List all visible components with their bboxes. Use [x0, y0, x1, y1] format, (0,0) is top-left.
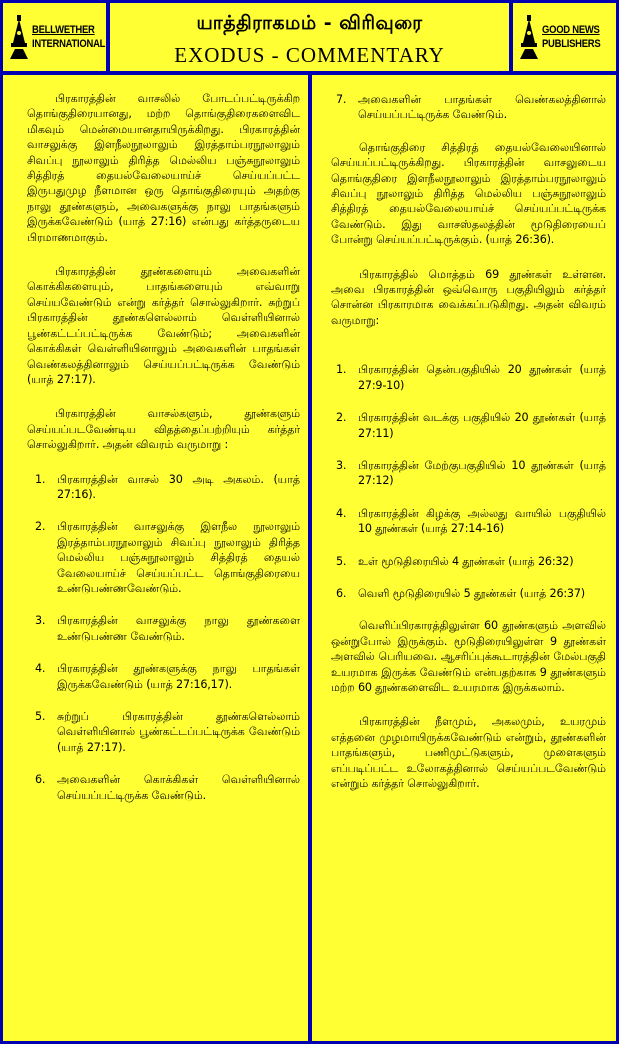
list-item-number: 7. [336, 93, 347, 106]
right-paragraph-2: பிரகாரத்தில் மொத்தம் 69 தூண்கள் உள்ளன. அவை பிரகாரத்தின் ஒவ்வொரு பகுதியிலும் கர்த்தர் சொன்ன பிரகாரமாக வைக்கப்படுகிறது. அதன் விவரம் வருமாறு: [331, 267, 606, 327]
list-item [336, 362, 606, 393]
list-item [336, 586, 606, 601]
list-item-number: 4. [35, 662, 46, 676]
list-item [336, 506, 606, 537]
list-item-number: 5. [35, 710, 46, 723]
bellwether-logo [3, 3, 106, 71]
list-item-text: பிரகாரத்தின் வாசலுக்கு நாலு தூண்களை உண்டுபண்ண வேண்டும். [57, 614, 300, 643]
left-paragraph-1: பிரகாரத்தின் வாசலில் போடப்பட்டிருக்கிற தொங்குதிரையானது, மற்ற தொங்குதிரைகளைவிட மிகவும் மென்மையானதாயிருக்கிறது. பிரகாரத்தின் வாசலுக்கு இளநீலநூலாலும் இரத்தாம்பரநூலாலும் சிவப்பு நூலாலும் திரித்த மெல்லிய பஞ்சுநூலாலும் சித்திரத் தையல்வேலையாய்ச் செய்யப்பட்ட இருபதுமுழ நீளமான ஒரு தொங்குதிரையும் அதற்கு நாலு தூண்களும், அவைகளுக்கு நாலு பாதங்களும் இருக்கவேண்டும் (யாத் 27:16) என்பது கர்த்தருடைய பிரமாணமாகும். [27, 92, 300, 244]
list-item [336, 92, 606, 123]
logo-right-line1: GOOD NEWS [542, 24, 600, 36]
list-item [336, 554, 606, 569]
right-numbered-list [331, 362, 606, 601]
list-item-number: 2. [336, 411, 347, 425]
left-paragraph-2: பிரகாரத்தின் தூண்களையும் அவைகளின் கொக்கிகளையும், பாதங்களையும் எவ்வாறு செய்யவேண்டும் என்று கர்த்தர் சொல்லுகிறார். சுற்றுப் பிரகாரத்தின் தூண்களெல்லாம் வெள்ளியினால் பூண்கட்டப்பட்டிருக்க வேண்டும்; அவைகளின் கொக்கிகள் வெள்ளியினாலும் அவைகளின் பாதங்கள் வெண்கலத்தினாலும் செய்யப்பட்டிருக்க வேண்டும் (யாத் 27:17). [27, 265, 300, 386]
list-item [35, 613, 300, 644]
good-news-logo [513, 3, 616, 71]
list-item-text: பிரகாரத்தின் தூண்களுக்கு நாலு பாதங்கள் இருக்கவேண்டும் (யாத் 27:16,17). [57, 662, 300, 691]
page-title-tamil: யாத்திராகமம் - விரிவுரை [196, 12, 423, 34]
list-item [35, 772, 300, 803]
list-item-text: பிரகாரத்தின் தென்பகுதியில் 20 தூண்கள் (யாத் 27:9-10) [358, 363, 606, 392]
list-item [336, 458, 606, 489]
right-column [312, 75, 616, 1041]
list-item-text: வெளி மூடுதிரையில் 5 தூண்கள் (யாத் 26:37) [358, 586, 585, 600]
right-paragraph-3: வெளிப்பிரகாரத்திலுள்ள 60 தூண்களும் அளவில் ஒன்றுபோல் இருக்கும். மூடுதிரையிலுள்ள 9 தூண்கள் அளவில் பெரியவை. ஆசரிப்புக்கூடாரத்தின் மேல்பகுதி உயரமாக இருக்க வேண்டும் என்பதற்காக 9 தூண்களும் மற்ற 60 தூண்களைவிட உயரமாக இருக்கலாம். [331, 619, 606, 694]
list-item [35, 519, 300, 596]
logo-left-line1: BELLWETHER [32, 24, 95, 36]
list-item [336, 410, 606, 441]
left-paragraph-3: பிரகாரத்தின் வாசல்களும், தூண்களும் செய்யப்படவேண்டிய விதத்தைப்பற்றியும் கர்த்தர் சொல்லுகிறார். அதன் விவரம் வருமாறு : [27, 407, 300, 452]
title-box [110, 3, 509, 71]
list-item-number: 5. [336, 554, 347, 568]
list-item-text: பிரகாரத்தின் மேற்குபகுதியில் 10 தூண்கள் (யாத் 27:12) [358, 458, 606, 488]
list-item-number: 6. [35, 773, 46, 787]
list-item-text: பிரகாரத்தின் கிழக்கு அல்லது வாயில் பகுதியில் 10 தூண்கள் (யாத் 27:14-16) [358, 506, 606, 536]
list-item-number: 4. [336, 506, 347, 520]
list-item [35, 709, 300, 755]
list-item-number: 1. [35, 472, 46, 486]
page-title-english: EXODUS - COMMENTARY [174, 43, 445, 67]
logo-left-line2: INTERNATIONAL [32, 38, 106, 50]
right-paragraph-4: பிரகாரத்தின் நீளமும், அகலமும், உயரமும் எத்தனை முழமாயிருக்கவேண்டும் என்றும், தூண்களின் பாதங்களும், பணிமுட்டுகளும், முளைகளும் எப்படிப்பட்ட உலோகத்தினால் செய்யப்படவேண்டும் என்றும் கர்த்தர் சொல்லுகிறார். [331, 715, 606, 790]
left-numbered-list [27, 472, 300, 804]
list-item-text: அவைகளின் கொக்கிகள் வெள்ளியினால் செய்யப்பட்டிருக்க வேண்டும். [57, 773, 300, 802]
list-item-number: 3. [35, 614, 46, 628]
list-item-text: சுற்றுப் பிரகாரத்தின் தூண்களெல்லாம் வெள்ளியினால் பூண்கட்டப்பட்டிருக்க வேண்டும் (யாத் 27:17). [57, 710, 300, 754]
list-item-text: பிரகாரத்தின் வாசலுக்கு இளநீல நூலாலும் இரத்தாம்பரநூலாலும் சிவப்பு நூலாலும் திரித்த மெல்லிய பஞ்சுநூலாலும் சித்திரத் தையல் வேலையாய்ச் செய்யப்பட்ட தொங்குதிரையை உண்டுபண்ணவேண்டும். [57, 520, 300, 595]
right-paragraph-1: தொங்குதிரை சித்திரத் தையல்வேலையினால் செய்யப்பட்டிருக்கிறது. பிரகாரத்தின் வாசலுடைய தொங்குதிரை இளநீலநூலாலும் இரத்தாம்பரநூலாலும் சிவப்பு நூலாலும் திரித்த மெல்லிய பஞ்சுநூலாலும் சித்திரத் தையல்வேலையாய்ச் செய்யப்பட்டிருக்க வேண்டும். இது வாசஸ்தலத்தின் மூடுதிரையைப் போன்று செய்யப்பட்டிருக்கும். (யாத் 26:36). [331, 140, 606, 247]
list-item-text: பிரகாரத்தின் வடக்கு பகுதியில் 20 தூண்கள் (யாத் 27:11) [358, 411, 606, 440]
bellwether-sheep-icon [9, 13, 29, 61]
list-item-number: 1. [336, 363, 347, 377]
good-news-bell-icon [519, 13, 539, 61]
list-item [35, 472, 300, 503]
list-item-text: அவைகளின் பாதங்கள் வெண்கலத்தினால் செய்யப்பட்டிருக்க வேண்டும். [358, 93, 606, 122]
logo-right-line2: PUBLISHERS [542, 38, 601, 50]
list-item-number: 6. [336, 586, 347, 600]
list-item [35, 661, 300, 692]
list-item-text: உள் மூடுதிரையில் 4 தூண்கள் (யாத் 26:32) [358, 554, 574, 568]
list-item-text: பிரகாரத்தின் வாசல் 30 அடி அகலம். (யாத் 27:16). [57, 472, 300, 501]
list-item-number: 3. [336, 458, 347, 472]
left-column [3, 75, 308, 1041]
list-item-number: 2. [35, 520, 46, 534]
